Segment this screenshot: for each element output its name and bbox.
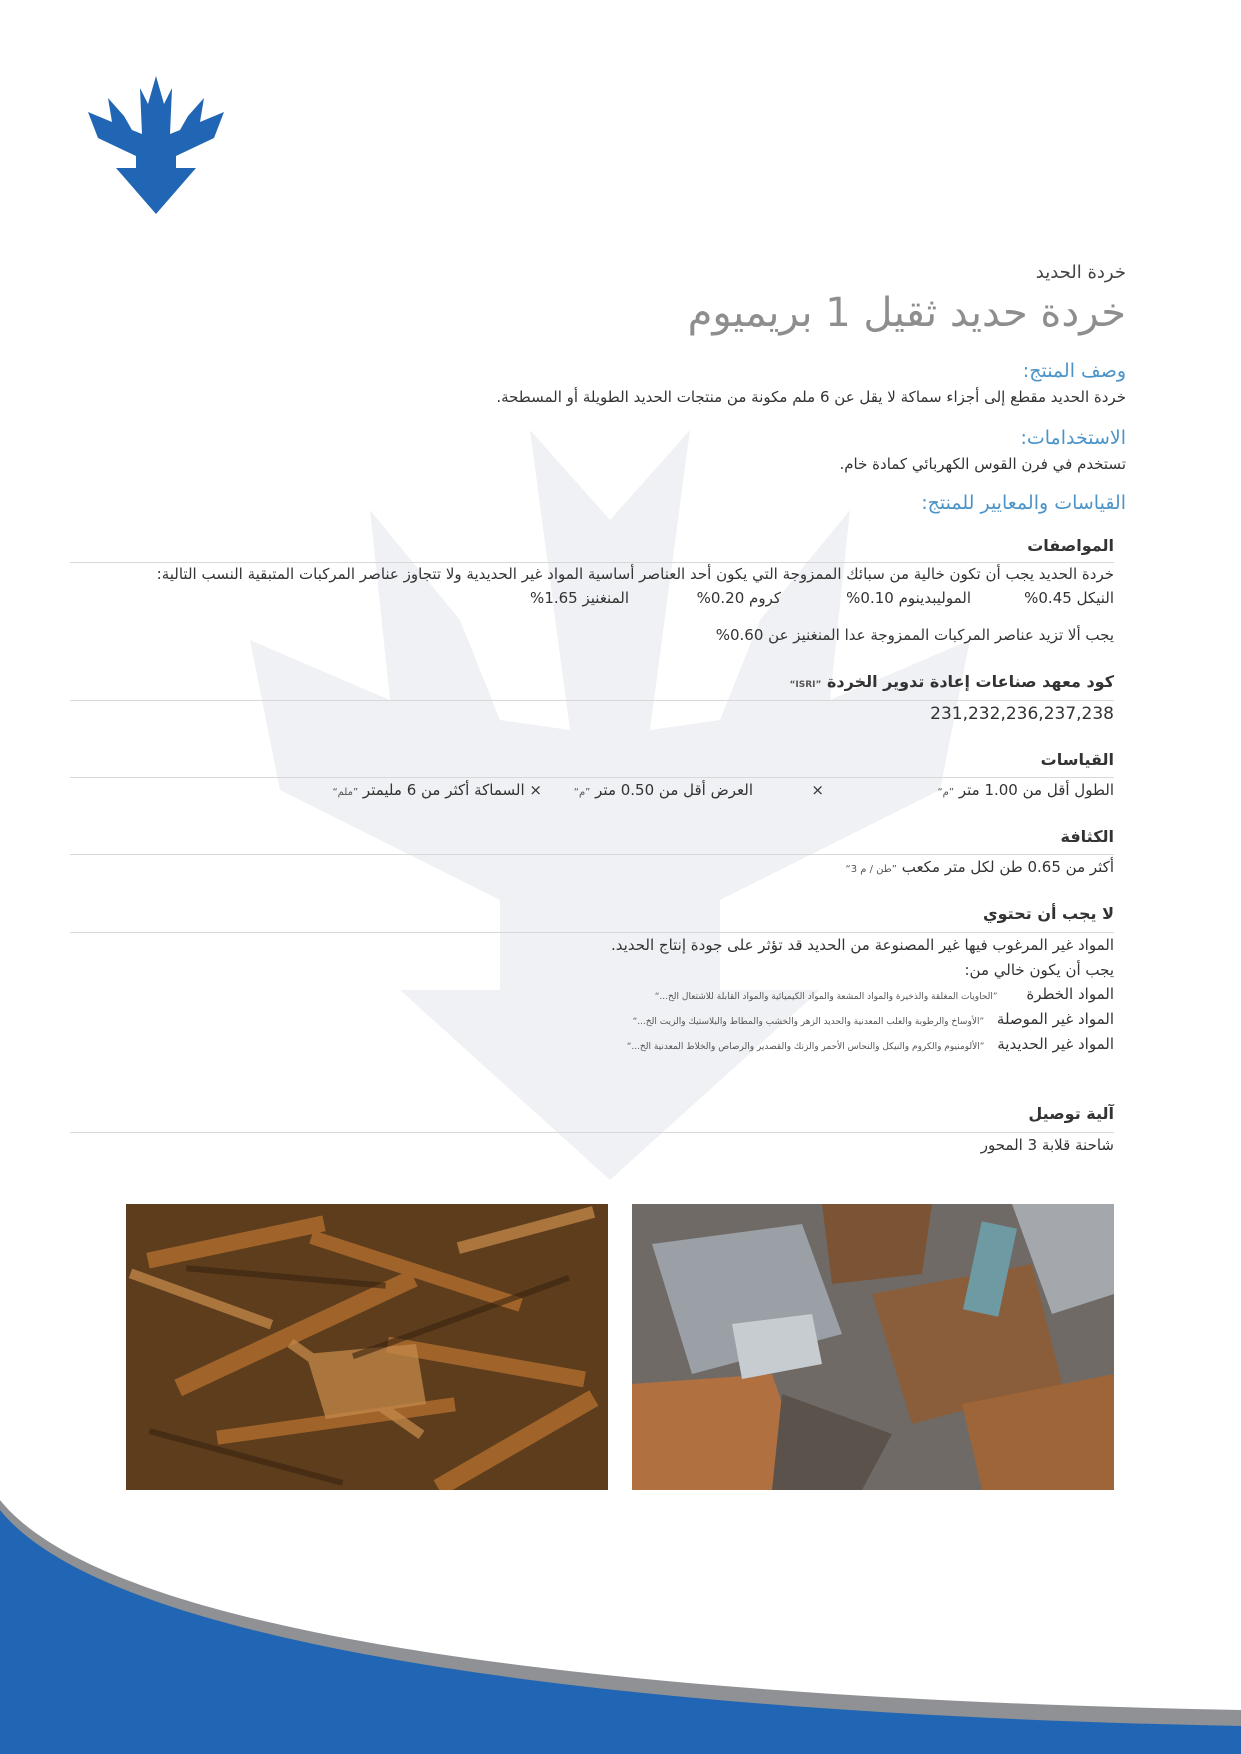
isri-tag: ”ISRI“ [789,680,822,690]
specs-heading: المواصفات [1027,536,1114,555]
exclusion-label: المواد الخطرة [1026,985,1114,1003]
spec-molybdenum: الموليبدينوم 0.10% [846,589,971,607]
isri-heading [789,672,1114,691]
spec-chrome: كروم 0.20% [696,589,781,607]
density-text [846,858,1114,876]
exclusion-item [655,985,1114,1003]
page-title: خردة حديد ثقيل 1 بريميوم [687,290,1126,336]
scrap-photo-left [126,1204,608,1490]
times-symbol: × [811,781,824,799]
thickness-text: × السماكة أكثر من 6 مليمتر [362,781,542,799]
divider [70,700,1114,701]
footer-swoosh [0,1500,1241,1754]
specs-note: يجب ألا تزيد عناصر المركبات الممزوجة عدا المنغنيز عن 0.60% [715,626,1114,644]
divider [70,854,1114,855]
exclusion-item [627,1035,1114,1053]
dimension-length [937,781,1114,799]
delivery-text: شاحنة قلابة 3 المحور [980,1136,1114,1154]
watermark-logo [250,430,970,1180]
scrap-photo-right [632,1204,1114,1490]
exclusions-intro: المواد غير المرغوب فيها غير المصنوعة من الحديد قد تؤثر على جودة إنتاج الحديد. [611,936,1114,954]
isri-heading-text: كود معهد صناعات إعادة تدوير الخردة [826,672,1114,691]
spec-manganese: المنغنيز 1.65% [530,589,629,607]
description-label: وصف المنتج: [1022,360,1126,382]
divider [70,562,1114,563]
description-text: خردة الحديد مقطع إلى أجزاء سماكة لا يقل عن 6 ملم مكونة من منتجات الحديد الطويلة أو المسطحة. [496,388,1126,406]
density-value: أكثر من 0.65 طن لكل متر مكعب [901,858,1114,876]
uses-label: الاستخدامات: [1020,427,1126,449]
exclusion-label: المواد غير الحديدية [997,1035,1114,1053]
company-logo [88,76,224,214]
specs-text: خردة الحديد يجب أن تكون خالية من سبائك الممزوجة التي يكون أحد العناصر أساسية المواد غير الحديدية ولا تتجاوز عناصر المركبات المتبقية النسب التالية: [156,565,1114,583]
exclusion-detail: ”الحاويات المغلقة والذخيرة والمواد المشعة والمواد الكيميائية والمواد القابلة للاشتعال الخ...“ [654,992,998,1002]
dimensions-heading: القياسات [1040,750,1114,769]
divider [70,777,1114,778]
divider [70,932,1114,933]
isri-codes: 231,232,236,237,238 [930,704,1114,724]
exclusion-label: المواد غير الموصلة [996,1010,1114,1028]
width-unit: ”م“ [573,787,591,798]
exclusions-heading: لا يجب أن تحتوي [982,904,1114,923]
spec-nickel: النيكل 0.45% [1024,589,1114,607]
divider [70,1132,1114,1133]
uses-text: تستخدم في فرن القوس الكهربائي كمادة خام. [839,455,1126,473]
density-unit: ”طن / م 3“ [845,864,897,875]
length-unit: ”م“ [937,787,955,798]
category-label: خردة الحديد [1035,262,1126,283]
exclusion-item [633,1010,1114,1028]
exclusion-detail: ”الألومنيوم والكروم والنيكل والنحاس الأحمر والزنك والقصدير والرصاص والخلاط المعدنية الخ...“ [626,1042,985,1052]
standards-label: القياسات والمعايير للمنتج: [921,492,1126,514]
dimension-thickness [332,781,542,799]
exclusions-free-from: يجب أن يكون خالي من: [964,961,1114,979]
delivery-heading: آلية توصيل [1028,1104,1114,1123]
dimension-width [574,781,753,799]
length-text: الطول أقل من 1.00 متر [958,781,1114,799]
density-heading: الكثافة [1060,827,1114,846]
width-text: العرض أقل من 0.50 متر [595,781,753,799]
thickness-unit: ”ملم“ [332,787,359,798]
exclusion-detail: ”الأوساخ والرطوبة والعلب المعدنية والحديد الزهر والخشب والمطاط والبلاستيك والزيت الخ...“ [632,1017,985,1027]
